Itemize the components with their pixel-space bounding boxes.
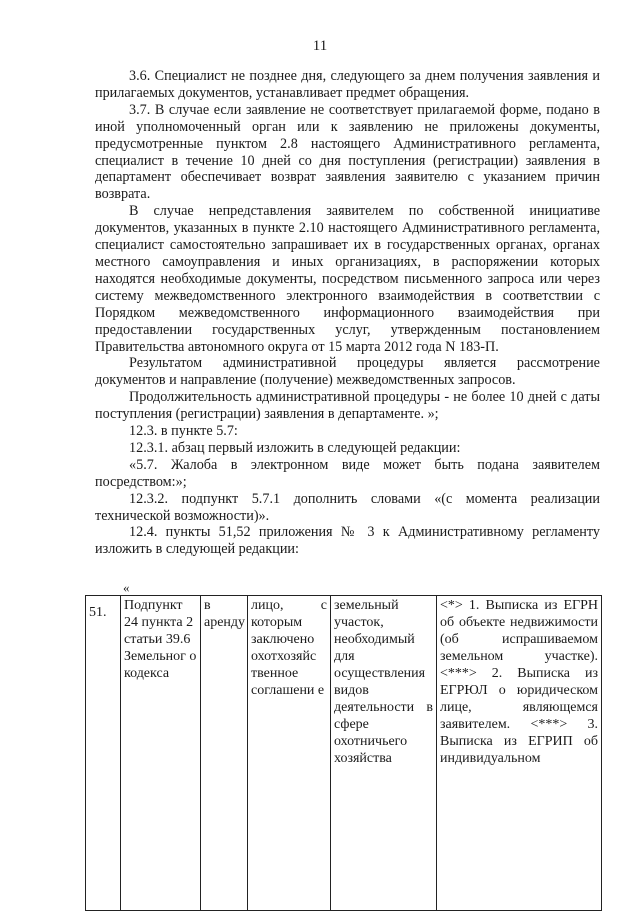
paragraph-12-3: 12.3. в пункте 5.7: bbox=[129, 423, 238, 440]
legal-basis-cell: Подпункт 24 пункта 2 статьи 39.6 Земельног о кодекса bbox=[121, 596, 201, 911]
paragraph-3-6: 3.6. Специалист не позднее дня, следующего за днем получения заявления и прилагаемых документов, устанавливает предмет обращения. bbox=[95, 68, 600, 101]
appendix-table bbox=[85, 595, 602, 911]
object-cell: земельный участок, необходимый для осуществления видов деятельности в сфере охотничьего хозяйства bbox=[331, 596, 437, 911]
documents-cell: <*> 1. Выписка из ЕГРН об объекте недвижимости (об испрашиваемом земельном участке). <***> 2. Выписка из ЕГРЮЛ о юридическом лице, являющемся заявителем. <***> 3. Выписка из ЕГРИП об индивидуальном bbox=[437, 596, 602, 911]
table-row bbox=[86, 596, 602, 911]
form-cell: в аренду bbox=[201, 596, 248, 911]
paragraph-12-3-1: 12.3.1. абзац первый изложить в следующей редакции: bbox=[129, 439, 461, 456]
paragraph-12-3-2: 12.3.2. подпункт 5.7.1 дополнить словами «(с момента реализации технической возможности)». bbox=[95, 490, 600, 524]
paragraph-duration: Продолжительность административной процедуры - не более 10 дней с даты поступления (регистрации) заявления в департаменте. »; bbox=[95, 389, 600, 423]
paragraph-result: Результатом административной процедуры является рассмотрение документов и направление (получение) межведомственных запросов. bbox=[95, 355, 600, 389]
paragraph-3-7: 3.7. В случае если заявление не соответствует прилагаемой форме, подано в иной уполномоченный орган или к заявлению не приложены документы, предусмотренные пунктом 2.8 настоящего Административного регламента, специалист в течение 10 дней со дня поступления (регистрации) заявления в департамент обеспечивает возврат заявления заявителю с указанием причин возврата. bbox=[95, 101, 600, 203]
paragraph-5-7-quote: «5.7. Жалоба в электронном виде может быть подана заявителем посредством:»; bbox=[95, 456, 600, 490]
open-quote: « bbox=[123, 580, 130, 595]
applicant-cell: лицо, с которым заключено охотхозяйс твенное соглашени е bbox=[248, 596, 331, 911]
row-number-cell: 51. bbox=[86, 596, 121, 911]
page-number: 11 bbox=[312, 38, 328, 54]
paragraph-12-4: 12.4. пункты 51,52 приложения № 3 к Административному регламенту изложить в следующей редакции: bbox=[95, 524, 600, 558]
paragraph-nonsubmission: В случае непредставления заявителем по собственной инициативе документов, указанных в пункте 2.10 настоящего Административного регламента, специалист самостоятельно запрашивает их в государственных органах, органах местного самоуправления и иных организациях, в распоряжении которых находятся необходимые документы, посредством письменного запроса или через систему межведомственного электронного взаимодействия в соответствии с Порядком межведомственного информационного взаимодействия при предоставлении государственных услуг, утвержденным постановлением Правительства автономного округа от 15 марта 2012 года N 183-П. bbox=[95, 203, 600, 355]
document-body bbox=[95, 68, 600, 558]
